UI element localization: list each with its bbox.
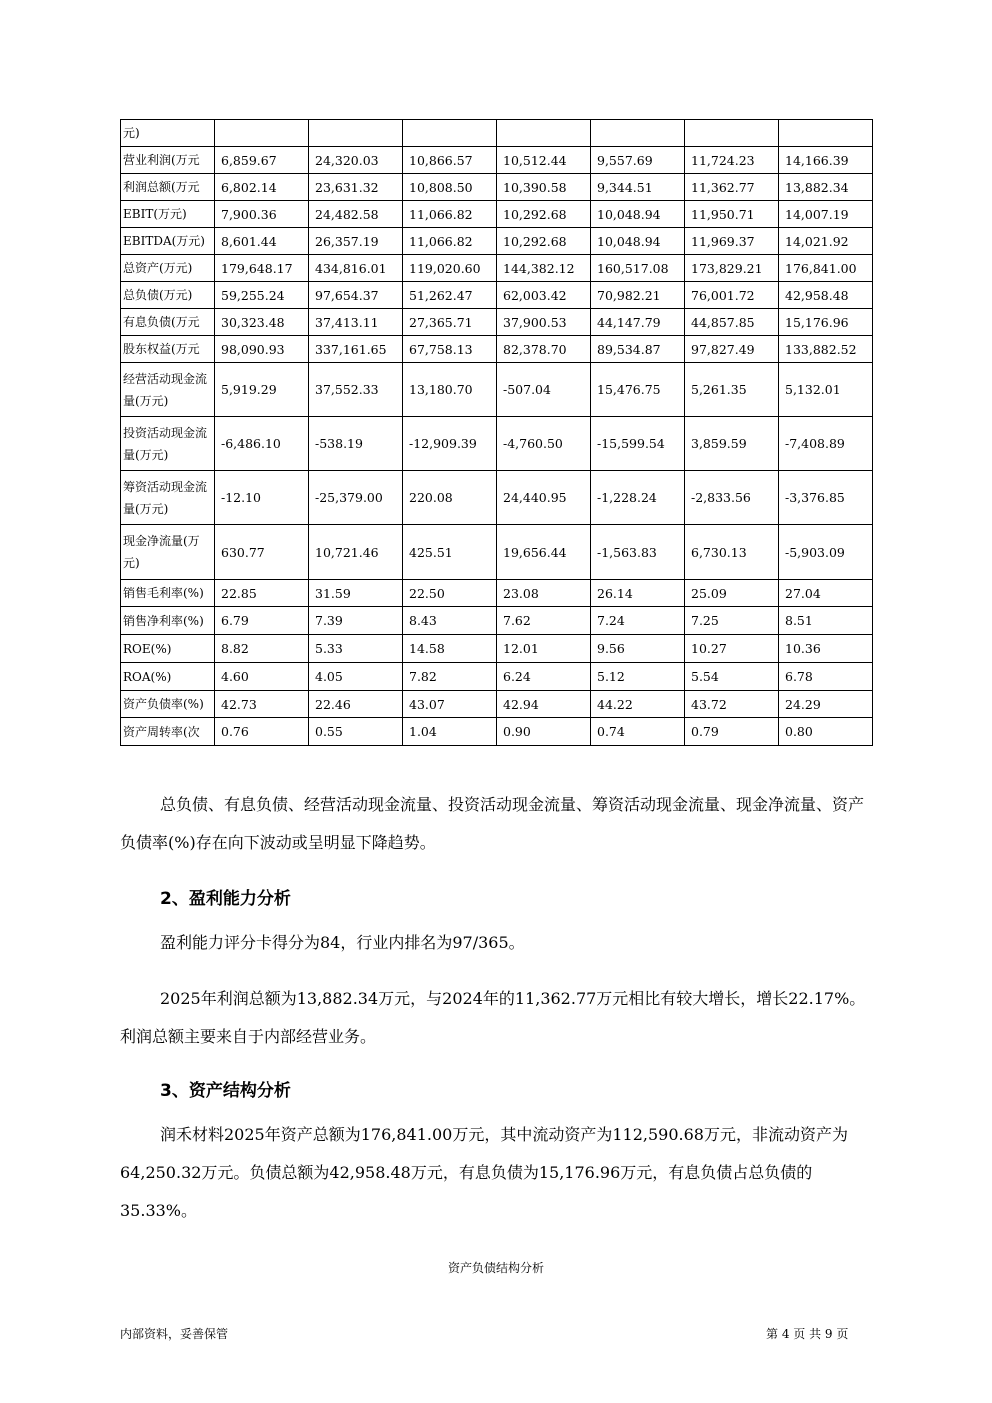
table-row	[121, 417, 873, 471]
row-label: 总负债(万元)	[121, 282, 215, 309]
table-cell: -1,563.83	[591, 525, 685, 580]
table-cell: 0.74	[591, 718, 685, 746]
table-cell: 7,900.36	[215, 201, 309, 228]
row-label: 销售毛利率(%)	[121, 580, 215, 607]
table-cell: 5.33	[309, 635, 403, 663]
table-cell	[779, 120, 873, 147]
table-cell: 24,482.58	[309, 201, 403, 228]
summary-paragraph: 总负债、有息负债、经营活动现金流量、投资活动现金流量、筹资活动现金流量、现金净流量、资产负债率(%)存在向下波动或呈明显下降趋势。	[120, 795, 865, 852]
table-cell: 144,382.12	[497, 255, 591, 282]
table-cell: -7,408.89	[779, 417, 873, 471]
table-row	[121, 580, 873, 607]
table-cell: -1,228.24	[591, 471, 685, 525]
table-cell: 11,066.82	[403, 228, 497, 255]
table-cell: 37,552.33	[309, 363, 403, 417]
table-cell: 24,440.95	[497, 471, 591, 525]
table-cell: 5,261.35	[685, 363, 779, 417]
row-label: 营业利润(万元	[121, 147, 215, 174]
table-row	[121, 228, 873, 255]
table-cell: 0.55	[309, 718, 403, 746]
table-cell	[215, 120, 309, 147]
row-label: ROE(%)	[121, 635, 215, 663]
table-cell: -15,599.54	[591, 417, 685, 471]
table-cell: 25.09	[685, 580, 779, 607]
table-cell: 0.80	[779, 718, 873, 746]
table-row	[121, 525, 873, 580]
table-cell: 31.59	[309, 580, 403, 607]
table-row	[121, 471, 873, 525]
row-label: 现金净流量(万元)	[121, 525, 215, 580]
table-cell: 7.82	[403, 663, 497, 691]
table-cell: -6,486.10	[215, 417, 309, 471]
table-cell: 44,857.85	[685, 309, 779, 336]
table-cell: 27,365.71	[403, 309, 497, 336]
table-cell: 37,900.53	[497, 309, 591, 336]
table-cell: 11,066.82	[403, 201, 497, 228]
asset-structure-paragraph: 润禾材料2025年资产总额为176,841.00万元，其中流动资产为112,590.68万元，非流动资产为64,250.32万元。负债总额为42,958.48万元，有息负债为15,176.96万元，有息负债占总负债的35.33%。	[120, 1125, 848, 1220]
table-cell: 42.73	[215, 691, 309, 718]
row-label: EBITDA(万元)	[121, 228, 215, 255]
table-cell: 173,829.21	[685, 255, 779, 282]
table-cell: 43.72	[685, 691, 779, 718]
table-cell: 22.85	[215, 580, 309, 607]
table-cell	[403, 120, 497, 147]
table-cell: 5.54	[685, 663, 779, 691]
table-cell: 24,320.03	[309, 147, 403, 174]
table-cell	[497, 120, 591, 147]
table-cell: 23.08	[497, 580, 591, 607]
table-cell: 119,020.60	[403, 255, 497, 282]
table-cell: 7.62	[497, 607, 591, 635]
table-cell: 97,654.37	[309, 282, 403, 309]
table-cell: 42.94	[497, 691, 591, 718]
table-cell: 9,557.69	[591, 147, 685, 174]
row-label: 筹资活动现金流量(万元)	[121, 471, 215, 525]
table-row	[121, 201, 873, 228]
table-cell: 15,176.96	[779, 309, 873, 336]
table-cell: 6.78	[779, 663, 873, 691]
table-cell: 10,292.68	[497, 228, 591, 255]
table-row	[121, 607, 873, 635]
table-cell: 24.29	[779, 691, 873, 718]
table-cell: 176,841.00	[779, 255, 873, 282]
table-cell: 5,919.29	[215, 363, 309, 417]
table-cell: 11,950.71	[685, 201, 779, 228]
table-cell: 10,866.57	[403, 147, 497, 174]
table-row	[121, 663, 873, 691]
table-cell: 15,476.75	[591, 363, 685, 417]
row-label: 投资活动现金流量(万元)	[121, 417, 215, 471]
table-cell: 10.36	[779, 635, 873, 663]
table-cell: 8.51	[779, 607, 873, 635]
table-cell: 14,007.19	[779, 201, 873, 228]
table-cell: 9,344.51	[591, 174, 685, 201]
table-cell: 11,969.37	[685, 228, 779, 255]
table-cell: 337,161.65	[309, 336, 403, 363]
table-cell: 97,827.49	[685, 336, 779, 363]
row-label: 有息负债(万元	[121, 309, 215, 336]
table-cell: 7.25	[685, 607, 779, 635]
table-cell: 27.04	[779, 580, 873, 607]
table-cell: 14,021.92	[779, 228, 873, 255]
table-cell: 0.76	[215, 718, 309, 746]
table-cell: 82,378.70	[497, 336, 591, 363]
figure-caption: 资产负债结构分析	[447, 1261, 544, 1275]
table-cell: 10,292.68	[497, 201, 591, 228]
table-cell: -3,376.85	[779, 471, 873, 525]
table-cell: 62,003.42	[497, 282, 591, 309]
table-cell: 3,859.59	[685, 417, 779, 471]
section-heading-profitability: 2、盈利能力分析	[160, 889, 291, 909]
table-cell: -5,903.09	[779, 525, 873, 580]
table-cell: 13,882.34	[779, 174, 873, 201]
profitability-score-paragraph: 盈利能力评分卡得分为84，行业内排名为97/365。	[160, 933, 525, 952]
table-cell: 23,631.32	[309, 174, 403, 201]
table-cell: 8.43	[403, 607, 497, 635]
table-cell	[591, 120, 685, 147]
table-cell: 6,730.13	[685, 525, 779, 580]
table-row	[121, 336, 873, 363]
table-cell: 12.01	[497, 635, 591, 663]
footer-confidential-note: 内部资料，妥善保管	[120, 1327, 229, 1341]
table-cell: 30,323.48	[215, 309, 309, 336]
table-cell: -538.19	[309, 417, 403, 471]
table-cell: 179,648.17	[215, 255, 309, 282]
table-cell	[685, 120, 779, 147]
table-cell: 76,001.72	[685, 282, 779, 309]
table-cell: -12.10	[215, 471, 309, 525]
table-cell: 22.50	[403, 580, 497, 607]
table-cell: 630.77	[215, 525, 309, 580]
table-cell: 51,262.47	[403, 282, 497, 309]
table-cell: 0.90	[497, 718, 591, 746]
table-cell: 13,180.70	[403, 363, 497, 417]
table-cell: 133,882.52	[779, 336, 873, 363]
table-cell: 6.79	[215, 607, 309, 635]
table-cell: 44.22	[591, 691, 685, 718]
row-label: 股东权益(万元	[121, 336, 215, 363]
table-cell: -4,760.50	[497, 417, 591, 471]
table-cell: 26,357.19	[309, 228, 403, 255]
table-cell: 4.60	[215, 663, 309, 691]
table-cell: 6,802.14	[215, 174, 309, 201]
table-cell: 14.58	[403, 635, 497, 663]
section-heading-asset-structure: 3、资产结构分析	[160, 1081, 291, 1101]
table-cell: 6,859.67	[215, 147, 309, 174]
table-row	[121, 718, 873, 746]
table-cell: -507.04	[497, 363, 591, 417]
table-cell: 10,390.58	[497, 174, 591, 201]
table-cell: 160,517.08	[591, 255, 685, 282]
table-cell: 98,090.93	[215, 336, 309, 363]
table-cell: 7.39	[309, 607, 403, 635]
table-cell: 10,808.50	[403, 174, 497, 201]
table-row	[121, 282, 873, 309]
footer-page-number: 第 4 页 共 9 页	[766, 1327, 849, 1341]
table-cell: 22.46	[309, 691, 403, 718]
table-cell: 5,132.01	[779, 363, 873, 417]
table-cell: 10,721.46	[309, 525, 403, 580]
row-label: 总资产(万元)	[121, 255, 215, 282]
table-cell: 1.04	[403, 718, 497, 746]
table-cell: 44,147.79	[591, 309, 685, 336]
table-row	[121, 174, 873, 201]
row-label: 资产负债率(%)	[121, 691, 215, 718]
table-cell: 425.51	[403, 525, 497, 580]
table-cell: 220.08	[403, 471, 497, 525]
table-cell: 5.12	[591, 663, 685, 691]
table-cell: 10,048.94	[591, 228, 685, 255]
table-cell: 14,166.39	[779, 147, 873, 174]
table-cell: 37,413.11	[309, 309, 403, 336]
table-row	[121, 255, 873, 282]
table-row	[121, 309, 873, 336]
table-cell: 42,958.48	[779, 282, 873, 309]
table-cell: 67,758.13	[403, 336, 497, 363]
table-cell: 6.24	[497, 663, 591, 691]
row-label: EBIT(万元)	[121, 201, 215, 228]
table-cell: 0.79	[685, 718, 779, 746]
table-row	[121, 120, 873, 147]
table-cell: 89,534.87	[591, 336, 685, 363]
table-cell: 8,601.44	[215, 228, 309, 255]
table-cell: 70,982.21	[591, 282, 685, 309]
table-cell: 7.24	[591, 607, 685, 635]
table-cell: -2,833.56	[685, 471, 779, 525]
row-label: 资产周转率(次	[121, 718, 215, 746]
profit-total-paragraph: 2025年利润总额为13,882.34万元，与2024年的11,362.77万元相比有较大增长，增长22.17%。利润总额主要来自于内部经营业务。	[120, 989, 866, 1046]
financial-data-table	[120, 119, 873, 746]
table-cell: 11,724.23	[685, 147, 779, 174]
table-cell: 4.05	[309, 663, 403, 691]
row-label: 元)	[121, 120, 215, 147]
table-row	[121, 635, 873, 663]
table-cell: 10,048.94	[591, 201, 685, 228]
row-label: ROA(%)	[121, 663, 215, 691]
table-cell: 10.27	[685, 635, 779, 663]
table-cell: 434,816.01	[309, 255, 403, 282]
row-label: 经营活动现金流量(万元)	[121, 363, 215, 417]
table-cell: -12,909.39	[403, 417, 497, 471]
table-cell: 43.07	[403, 691, 497, 718]
table-row	[121, 691, 873, 718]
table-cell: 9.56	[591, 635, 685, 663]
table-cell: 8.82	[215, 635, 309, 663]
table-row	[121, 363, 873, 417]
table-cell: -25,379.00	[309, 471, 403, 525]
row-label: 销售净利率(%)	[121, 607, 215, 635]
table-cell	[309, 120, 403, 147]
table-cell: 59,255.24	[215, 282, 309, 309]
table-cell: 10,512.44	[497, 147, 591, 174]
table-cell: 19,656.44	[497, 525, 591, 580]
table-cell: 11,362.77	[685, 174, 779, 201]
table-cell: 26.14	[591, 580, 685, 607]
table-row	[121, 147, 873, 174]
row-label: 利润总额(万元	[121, 174, 215, 201]
